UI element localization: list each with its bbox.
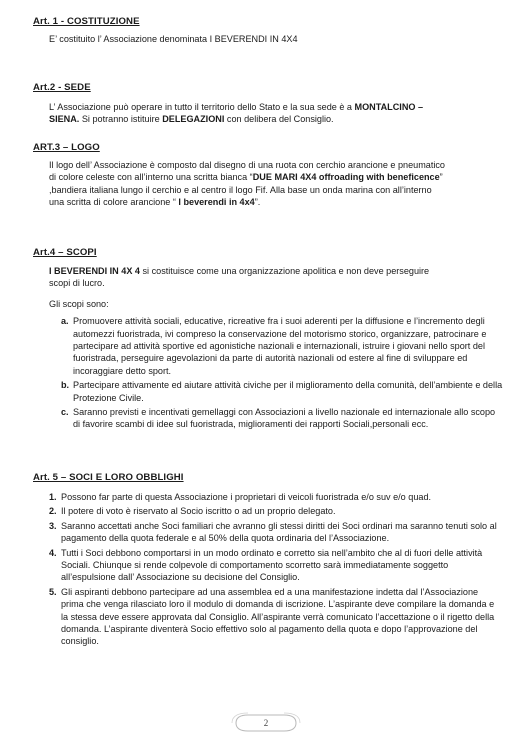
article-1-body: E’ costituito l’ Associazione denominata I BEVERENDI IN 4X4 xyxy=(49,34,298,44)
article-4-intro: Gli scopi sono: xyxy=(49,298,109,309)
article-2 xyxy=(33,82,503,126)
article-5 xyxy=(33,472,503,650)
list-item: 1. Possono far parte di questa Associazione i proprietari di veicoli fuoristrada e/o suv e/o quad. xyxy=(49,492,432,502)
article-1 xyxy=(33,16,503,45)
article-3-body: Il logo dell’ Associazione è composto dal disegno di una ruota con cerchio arancione e pneumatico di colore celeste con all’interno una scritta bianca “DUE MARI 4X4 offroading with beneficence” ,bandiera italiana lungo il cerchio e al centro il logo Fif. Alla base un onda marina con all’interno una scritta di colore arancione “ I beverendi in 4x4”. xyxy=(49,160,445,208)
list-item: b. Partecipare attivamente ed aiutare attività civiche per il miglioramento della comunità, dell’ambiente e della Protezione Civile. xyxy=(61,380,503,403)
article-2-title: Art.2 - SEDE xyxy=(33,82,91,93)
article-3-title: ART.3 – LOGO xyxy=(33,142,100,153)
article-4-body: I BEVERENDI IN 4X 4 si costituisce come una organizzazione apolitica e non deve perseguire scopi di lucro. xyxy=(49,266,430,289)
article-4-title: Art.4 – SCOPI xyxy=(33,247,97,258)
page-footer xyxy=(228,712,304,734)
article-3 xyxy=(33,142,503,209)
list-item: a. Promuovere attività sociali, educative, ricreative fra i suoi aderenti per la diffusione e l’incremento degli automezzi fuoristrada, ivi compreso la conservazione del motorismo storico, organizzare, patrocinare e partecipare ad attività sportive ed agonistiche nazionali e internazionali, istruire i giovani nello sport del fuoristrada, perseguire agevolazioni da parte di autorità nazionali od estere al fine di sviluppare ed incoraggiare detto sport. xyxy=(61,316,487,376)
list-item: 2. Il potere di voto è riservato al Socio iscritto o ad un proprio delegato. xyxy=(49,506,336,517)
list-item: 4. Tutti i Soci debbono comportarsi in un modo ordinato e corretto sia nell’ambito che al di fuori delle attività Sociali. Chiunque si rende colpevole di comportamento scorretto sarà immediatamente soggetto all’espulsione dall’ Associazione su decisione del Consiglio. xyxy=(49,547,483,583)
article-4-list xyxy=(33,315,503,431)
article-2-body: L’ Associazione può operare in tutto il territorio dello Stato e la sua sede è a MONTALCINO – SIENA. Si potranno istituire DELEGAZIONI con delibera del Consiglio. xyxy=(49,102,424,125)
article-4 xyxy=(33,247,503,433)
list-item: 5. Gli aspiranti debbono partecipare ad una assemblea ed a una manifestazione indetta dal l’Associazione prima che venga rilasciato loro il modulo di domanda di iscrizione. L’aspirante deve compilare la domanda e la stessa deve essere approvata dal Consiglio. All’aspirante verrà comunicato l’accettazione o il rigetto della domanda. L’aspirante diventerà Socio effettivo solo al pagamento della quota e dopo l’approvazione del consiglio. xyxy=(49,586,495,647)
page-number: 2 xyxy=(263,718,269,728)
list-item: c. Saranno previsti e incentivati gemellaggi con Associazioni a livello nazionale ed internazionale allo scopo di favorire scambi di idee sul fuoristrada, miglioramenti dei rapporti Sociali,personali ecc. xyxy=(61,407,496,430)
article-5-title: Art. 5 – SOCI E LORO OBBLIGHI xyxy=(33,472,184,483)
article-5-list xyxy=(33,491,503,648)
list-item: 3. Saranno accettati anche Soci familiari che avranno gli stessi diritti dei Soci ordinari ma saranno tenuti solo al pagamento della quota federale e al 50% della quota ordinaria del l’Associazione. xyxy=(49,520,497,544)
article-1-title: Art. 1 - COSTITUZIONE xyxy=(33,16,140,27)
